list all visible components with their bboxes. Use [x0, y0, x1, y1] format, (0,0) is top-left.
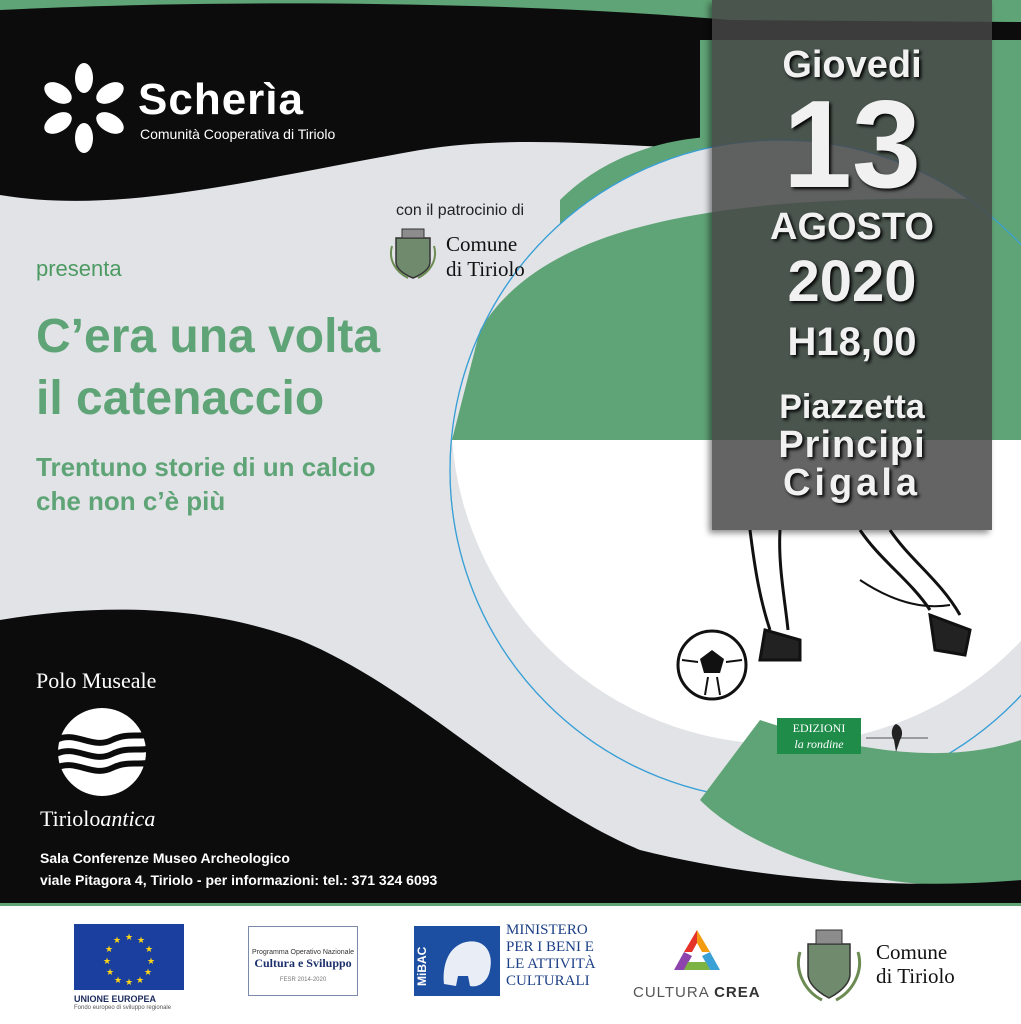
date-day: Giovedi	[782, 44, 922, 86]
patronage-name	[446, 232, 525, 282]
waves-circle-icon	[52, 704, 156, 800]
crea-bold: CREA	[714, 984, 761, 1001]
venue-line2: viale Pitagora 4, Tiriolo - per informazioni: tel.: 371 324 6093	[40, 872, 438, 888]
mibac-logo-icon	[414, 926, 500, 996]
patronage-name-line1: Comune	[446, 232, 518, 256]
date-month: AGOSTO	[770, 206, 934, 248]
date-box	[712, 0, 992, 530]
date-year: 2020	[787, 249, 917, 314]
coat-of-arms-icon	[794, 922, 864, 1006]
svg-text:★: ★	[145, 945, 154, 955]
presenta-label: presenta	[36, 256, 122, 281]
date-number: 13	[783, 76, 921, 214]
place-line3: Cigala	[782, 462, 922, 504]
svg-text:★: ★	[144, 968, 153, 978]
place-line2: Principi	[778, 424, 926, 466]
brand-name: Scherìa	[138, 75, 304, 124]
svg-text:★: ★	[136, 976, 145, 986]
publisher-line2: la rondine	[794, 737, 844, 751]
pon-line2: Cultura e Sviluppo	[254, 956, 352, 970]
brand-subtitle: Comunità Cooperativa di Tiriolo	[140, 126, 336, 142]
publisher-logo	[777, 718, 861, 754]
polo-museale-title: Polo Museale	[36, 668, 157, 693]
patronage-name-line2: di Tiriolo	[446, 257, 525, 281]
footer-comune-line2: di Tiriolo	[876, 964, 955, 988]
hands-circle-icon	[38, 62, 130, 154]
svg-text:★: ★	[114, 976, 123, 986]
svg-text:★: ★	[103, 957, 112, 967]
mibac-text	[506, 922, 596, 990]
mibac-line3: LE ATTIVITÀ	[506, 956, 596, 972]
footer-comune	[876, 940, 955, 988]
eu-label: UNIONE EUROPEA	[74, 994, 157, 1004]
event-subtitle	[36, 450, 376, 518]
svg-text:★: ★	[125, 978, 134, 988]
polo-sub-italic: antica	[100, 806, 156, 831]
mibac-line2: PER I BENI E	[506, 939, 594, 955]
pon-logo	[248, 926, 358, 996]
pon-line3: FESR 2014-2020	[279, 977, 327, 983]
event-subtitle-line1: Trentuno storie di un calcio	[36, 452, 376, 482]
eu-flag-icon	[74, 924, 184, 990]
coat-of-arms-icon	[388, 226, 438, 282]
event-title-line1: C’era una volta	[36, 310, 381, 363]
place-line1: Piazzetta	[779, 388, 925, 426]
player-legs	[750, 530, 970, 660]
mibac-line4: CULTURALI	[506, 973, 590, 989]
event-title	[36, 306, 380, 430]
mibac-line1: MINISTERO	[506, 922, 588, 938]
date-time: H18,00	[787, 320, 917, 364]
svg-text:★: ★	[125, 933, 134, 943]
football-player-drawing	[660, 520, 990, 720]
svg-text:★: ★	[113, 936, 122, 946]
publisher-line1: EDIZIONI	[792, 721, 846, 735]
svg-text:★: ★	[105, 945, 114, 955]
crea-plain: CULTURA	[633, 984, 715, 1001]
cultura-crea-icon	[670, 926, 724, 976]
svg-text:★: ★	[137, 936, 146, 946]
ball-icon	[678, 631, 746, 699]
cultura-crea-text	[633, 984, 761, 1001]
polo-museale-subtitle	[40, 806, 155, 832]
event-title-line2: il catenaccio	[36, 372, 325, 425]
mibac-logo-text: MiBAC	[415, 946, 429, 986]
svg-text:★: ★	[106, 968, 115, 978]
footer-comune-line1: Comune	[876, 940, 948, 964]
pon-line1: Programma Operativo Nazionale	[252, 949, 354, 956]
swallow-icon	[866, 716, 928, 756]
patronage-label: con il patrocinio di	[396, 202, 525, 219]
eu-sublabel: Fondo europeo di sviluppo regionale	[74, 1005, 172, 1011]
svg-text:★: ★	[147, 957, 156, 967]
event-subtitle-line2: che non c’è più	[36, 486, 226, 516]
polo-sub-plain: Tiriolo	[40, 806, 101, 831]
venue-line1: Sala Conferenze Museo Archeologico	[40, 850, 290, 866]
